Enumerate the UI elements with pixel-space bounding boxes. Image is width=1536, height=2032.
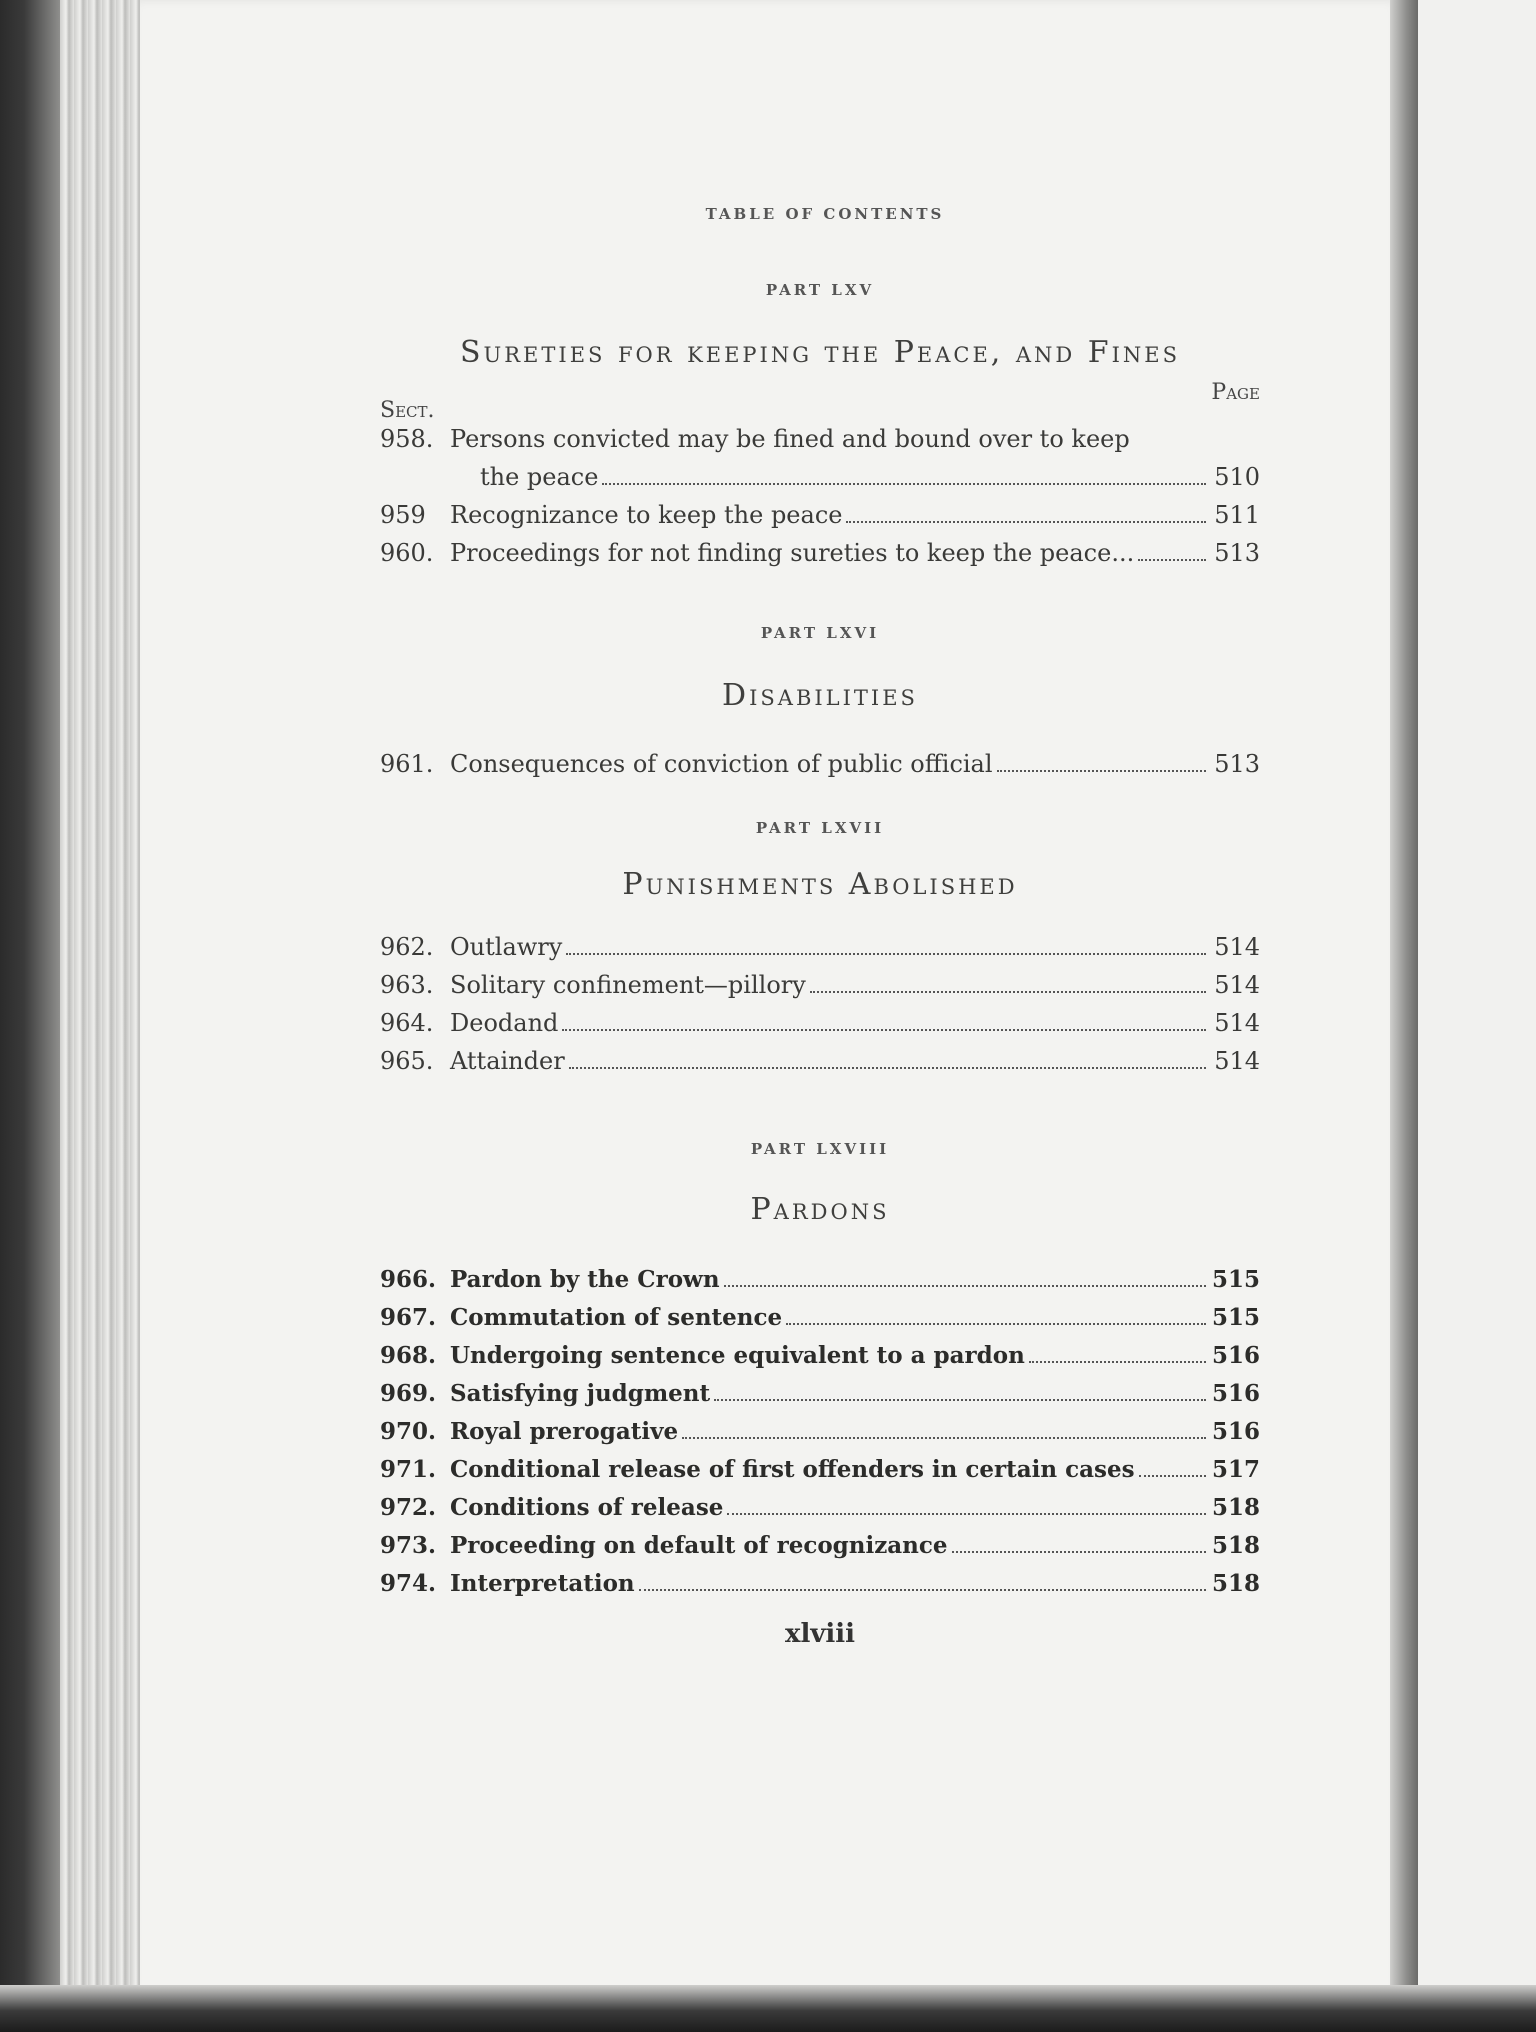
- dot-leader: [810, 991, 1206, 993]
- toc-content: [380, 205, 1260, 1649]
- dot-leader: [562, 1029, 1206, 1031]
- section-number: 963.: [380, 971, 434, 999]
- section-number: 961.: [380, 750, 434, 778]
- page-folio: xlviii: [784, 1619, 856, 1649]
- page-number: 514: [1214, 1009, 1260, 1037]
- toc-entry: [380, 1042, 1260, 1080]
- section-number: 973.: [380, 1532, 437, 1559]
- page-number: 518: [1212, 1532, 1261, 1559]
- entry-title: Conditions of release: [450, 1494, 724, 1521]
- toc-section: [380, 928, 1260, 1080]
- section-number: 974.: [380, 1570, 437, 1597]
- entry-title: Solitary confinement—pillory: [450, 971, 806, 999]
- facing-page: [1418, 0, 1536, 2032]
- part-title: Punishments Abolished: [622, 867, 1018, 902]
- entry-title: Commutation of sentence: [450, 1304, 783, 1331]
- running-header: TABLE OF CONTENTS: [705, 205, 945, 223]
- toc-section: [380, 420, 1260, 572]
- page-number: 513: [1214, 539, 1260, 567]
- section-number: 969.: [380, 1380, 437, 1407]
- sect-column-heading: Sect.: [380, 398, 435, 423]
- dot-leader: [569, 1067, 1206, 1069]
- entry-title: Pardon by the Crown: [450, 1266, 720, 1293]
- page-number: 514: [1214, 933, 1260, 961]
- toc-entry: [380, 928, 1260, 966]
- part-title: Disabilities: [722, 678, 918, 713]
- entry-title-continued: the peace: [480, 463, 599, 491]
- entry-title: Proceeding on default of recognizance: [450, 1532, 948, 1559]
- entry-title: Persons convicted may be fined and bound over to keep: [450, 425, 1130, 453]
- dot-leader: [786, 1323, 1206, 1325]
- entry-title: Deodand: [450, 1009, 559, 1037]
- part-title: Sureties for keeping the Peace, and Fines: [460, 335, 1180, 370]
- dot-leader: [639, 1589, 1206, 1591]
- section-number: 959: [380, 501, 426, 529]
- toc-entry: [380, 1527, 1260, 1565]
- entry-title: Attainder: [450, 1047, 565, 1075]
- section-number: 970.: [380, 1418, 437, 1445]
- entry-title: Consequences of conviction of public official: [450, 750, 993, 778]
- section-number: 958.: [380, 425, 434, 453]
- dot-leader: [682, 1437, 1206, 1439]
- part-label: PART LXV: [765, 281, 875, 299]
- section-number: 962.: [380, 933, 434, 961]
- section-number: 972.: [380, 1494, 437, 1521]
- toc-entry: [380, 1004, 1260, 1042]
- dot-leader: [997, 770, 1206, 772]
- part-label: PART LXVIII: [750, 1140, 890, 1158]
- toc-entry: [380, 1375, 1260, 1413]
- section-number: 964.: [380, 1009, 434, 1037]
- toc-entry: [380, 1261, 1260, 1299]
- toc-entry: [380, 496, 1260, 534]
- page-number: 516: [1212, 1342, 1261, 1369]
- page-number: 517: [1212, 1456, 1261, 1483]
- section-number: 960.: [380, 539, 434, 567]
- book-page-edges: [60, 0, 145, 2032]
- dot-leader: [724, 1285, 1206, 1287]
- toc-entry: [380, 534, 1260, 572]
- toc-section: [380, 1261, 1260, 1603]
- toc-entry: [380, 1299, 1260, 1337]
- page-number: 516: [1212, 1380, 1261, 1407]
- section-number: 965.: [380, 1047, 434, 1075]
- page-number: 515: [1212, 1266, 1261, 1293]
- page-number: 513: [1214, 750, 1260, 778]
- toc-entry: [380, 1413, 1260, 1451]
- dot-leader: [1139, 1475, 1206, 1477]
- dot-leader: [727, 1513, 1206, 1515]
- page-number: 514: [1214, 971, 1260, 999]
- entry-title: Outlawry: [450, 933, 563, 961]
- toc-entry: [380, 1337, 1260, 1375]
- dot-leader: [846, 521, 1206, 523]
- page-column-heading: Page: [1211, 380, 1260, 405]
- toc-entry: [380, 1451, 1260, 1489]
- scan-left-edge: [0, 0, 60, 2032]
- entry-title: Undergoing sentence equivalent to a pardon: [450, 1342, 1025, 1369]
- toc-entry: [380, 745, 1260, 783]
- entry-title: Interpretation: [450, 1570, 635, 1597]
- entry-title: Royal prerogative: [450, 1418, 679, 1445]
- dot-leader: [566, 953, 1206, 955]
- entry-title: Satisfying judgment: [450, 1380, 711, 1407]
- dot-leader: [602, 483, 1206, 485]
- toc-entry: [380, 1565, 1260, 1603]
- dot-leader: [1029, 1361, 1206, 1363]
- part-title: Pardons: [750, 1192, 890, 1227]
- section-number: 971.: [380, 1456, 437, 1483]
- page-number: 511: [1214, 501, 1260, 529]
- part-label: PART LXVII: [755, 819, 885, 837]
- page-number: 518: [1212, 1494, 1261, 1521]
- scan-bottom-edge: [0, 1985, 1536, 2032]
- page-number: 510: [1214, 463, 1260, 491]
- column-headings: [380, 380, 1260, 423]
- page-number: 514: [1214, 1047, 1260, 1075]
- toc-entry-continuation: [380, 458, 1260, 496]
- dot-leader: [952, 1551, 1206, 1553]
- section-number: 967.: [380, 1304, 437, 1331]
- page-number: 518: [1212, 1570, 1261, 1597]
- entry-title: Proceedings for not finding sureties to keep the peace...: [450, 539, 1135, 567]
- toc-entry: [380, 420, 1260, 458]
- toc-entry: [380, 1489, 1260, 1527]
- page-number: 515: [1212, 1304, 1261, 1331]
- dot-leader: [1138, 559, 1206, 561]
- section-number: 968.: [380, 1342, 437, 1369]
- entry-title: Recognizance to keep the peace: [450, 501, 843, 529]
- book-gutter: [1390, 0, 1418, 2032]
- dot-leader: [714, 1399, 1206, 1401]
- toc-section: [380, 745, 1260, 783]
- toc-entry: [380, 966, 1260, 1004]
- section-number: 966.: [380, 1266, 437, 1293]
- page-number: 516: [1212, 1418, 1261, 1445]
- entry-title: Conditional release of first offenders in certain cases: [450, 1456, 1135, 1483]
- part-label: PART LXVI: [760, 624, 880, 642]
